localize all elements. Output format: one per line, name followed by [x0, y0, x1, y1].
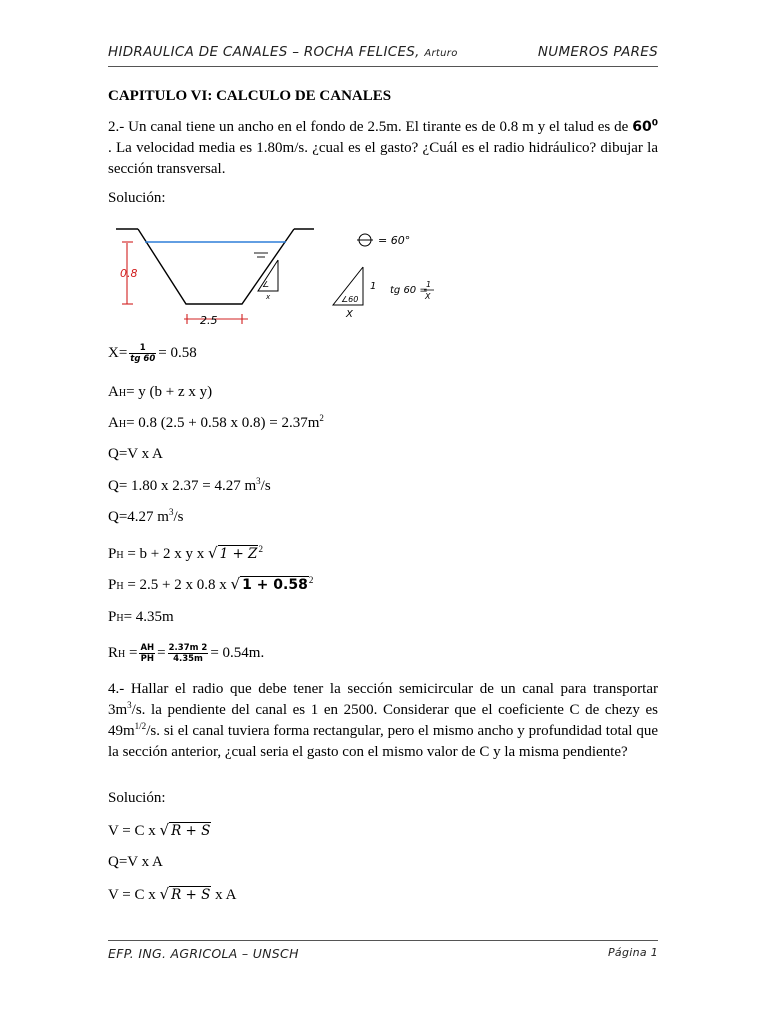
rh-fraction-2: $\frac{2.37m 2}{4.35m}$: [168, 643, 208, 665]
svg-text:X: X: [346, 309, 353, 320]
svg-text:∠60: ∠60: [341, 295, 359, 304]
solution-label-2: Solución:: [108, 190, 166, 206]
calc-q-formula: Q=V x A: [108, 446, 163, 462]
header-title: HIDRAULICA DE CANALES – ROCHA FELICES,: [108, 44, 420, 60]
page-header-right: NUMEROS PARES: [537, 44, 658, 60]
svg-text:X: X: [425, 292, 431, 301]
problem-2-text-b: . La velocidad media es 1.80m/s. ¿cual es el gasto? ¿Cuál es el radio hidráulico? dibujar la sección transversal.: [108, 140, 658, 177]
bottom-width-label: 2.5: [200, 314, 218, 327]
chapter-title: CAPITULO VI: CALCULO DE CANALES: [108, 88, 392, 104]
header-author-firstname: Arturo: [424, 48, 458, 59]
depth-label: 0.8: [120, 267, 138, 280]
header-rule: [108, 66, 658, 67]
problem-2-statement: [108, 117, 658, 180]
v2-root: R + S: [171, 887, 211, 903]
calc-q-value: Q= 1.80 x 2.37 = 4.27 $m^3/s$: [108, 476, 271, 494]
calc-q-result: Q=4.27 $m^3/s$: [108, 507, 184, 525]
page-header-left: [108, 44, 458, 60]
problem-4-text-a: 4.- Hallar el radio que debe tener la sección semicircular de un canal para transportar 3m: [108, 681, 658, 718]
ph-root-1: 1 + Z: [219, 546, 258, 562]
problem-4-text-c: /s. si el canal tuviera forma rectangular, pero el mismo ancho y profundidad total que la sección anterior, ¿cual seria el gasto con el mismo valor de C y la misma pendiente?: [108, 723, 658, 760]
solution-label-4: Solución:: [108, 790, 166, 806]
calc-v-formula: V = C x √ R + S: [108, 821, 211, 839]
svg-text:= 60°: = 60°: [378, 234, 411, 247]
svg-text:1: 1: [426, 280, 432, 289]
calc-v-a-formula: V = C x √ R + S x A: [108, 885, 237, 903]
problem-2-text-a: 2.- Un canal tiene un ancho en el fondo de 2.5m. El tirante es de 0.8 m y el talud es de: [108, 119, 629, 135]
calc-ph-result: PH= 4.35m: [108, 609, 174, 625]
calc-rh: RH = $\frac{AH}{PH}$ = $\frac{2.37m 2}{4.35m}$ = 0.54m.: [108, 643, 265, 665]
calc-ah-value: AH= 0.8 (2.5 + 0.58 x $0.8) = 2.37m^2$: [108, 413, 324, 431]
problem-4-text-b: /s. la pendiente del canal es 1 en 2500. Considerar que el coeficiente C de chezy es 49m: [108, 702, 658, 739]
svg-text:∠: ∠: [262, 280, 270, 289]
channel-cross-section-sketch: [108, 215, 448, 330]
svg-text:x: x: [266, 293, 271, 301]
svg-text:tg 60 =: tg 60 =: [390, 285, 428, 296]
calc-ph-value: PH = 2.5 + 2 x 0.8 x √ $1 + 0.58^2$: [108, 575, 314, 593]
svg-text:1: 1: [370, 281, 377, 292]
ph-root-2: 1 + 0.58: [242, 577, 308, 593]
trapezoid-outline: [116, 229, 314, 304]
angle-note: [357, 234, 373, 246]
footer-left: EFP. ING. AGRICOLA – UNSCH: [108, 946, 299, 961]
footer-rule: [108, 940, 658, 941]
rh-fraction-1: $\frac{AH}{PH}$: [140, 643, 155, 665]
calc-x: X= $\frac{1}{tg 60}$ = 0.58: [108, 343, 197, 365]
page-number: Página 1: [607, 946, 658, 959]
problem-4-statement: 4.- Hallar el radio que debe tener la sección semicircular de un canal para transportar $3m^3/s$. la pendiente del canal es 1 en 2500. Considerar que el coeficiente C de chezy es $49m^{1/2}/s$. si el canal tuviera forma rectangular, pero el mismo ancho y profundidad total que la sección anterior, ¿cual seria el gasto con el mismo valor de C y la misma pendiente?: [108, 681, 658, 760]
calc-q-formula-4: Q=V x A: [108, 854, 163, 870]
v-root: R + S: [171, 823, 211, 839]
talud-angle: $60^0$: [632, 118, 659, 135]
calc-ah-formula: AH= y (b + z x y): [108, 384, 213, 400]
x-fraction: $\frac{1}{tg 60}$: [130, 343, 156, 365]
calc-ph-formula: PH = b + 2 x y x √ $1 + Z^2$: [108, 544, 263, 562]
